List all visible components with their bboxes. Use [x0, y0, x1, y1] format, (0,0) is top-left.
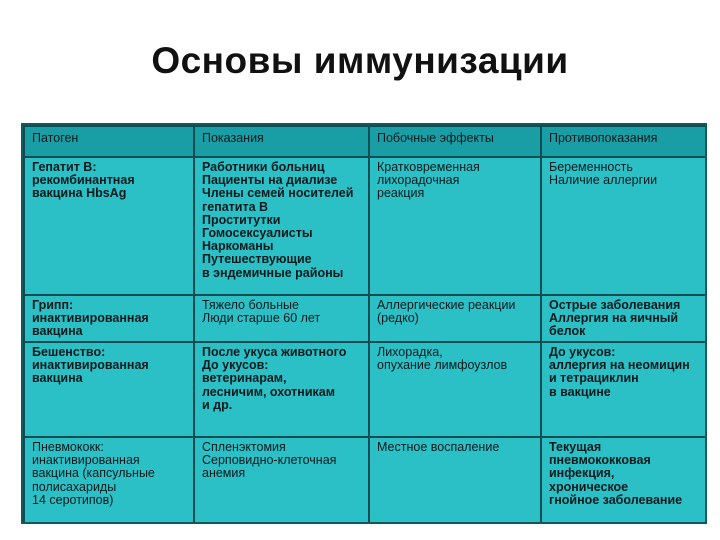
cell-line: Проститутки [202, 212, 281, 227]
cell-line: анемия [202, 466, 246, 481]
cell-contraindications [541, 295, 707, 342]
header-side-effects: Побочные эффекты [369, 126, 541, 157]
cell-line: Пациенты на диализе [202, 173, 338, 188]
cell-line: Грипп: [32, 298, 74, 312]
cell-contraindications [541, 157, 707, 295]
cell-line: Текущая [549, 440, 602, 454]
cell-line: рекомбинантная [32, 173, 135, 188]
cell-line: Местное воспаление [377, 440, 500, 454]
cell-line: Бешенство: [32, 345, 106, 359]
cell-line: Люди старше 60 лет [202, 311, 321, 326]
cell-line: Острые заболевания [549, 298, 681, 312]
cell-indications [194, 342, 369, 437]
cell-side-effects [369, 157, 541, 295]
cell-line: лихорадочная [377, 173, 460, 188]
cell-line: вакцина [32, 371, 83, 386]
cell-line: хроническое [549, 479, 629, 494]
table-header-row [24, 126, 707, 157]
cell-pathogen [24, 342, 194, 437]
cell-line: До укусов: [549, 345, 616, 359]
cell-line: в вакцине [549, 384, 611, 399]
cell-line: и тетрациклин [549, 371, 639, 386]
cell-contraindications [541, 342, 707, 437]
cell-line: пневмококковая [549, 453, 651, 468]
cell-line: Кратковременная [377, 160, 480, 174]
cell-line: Члены семей носителей [202, 186, 354, 201]
cell-contraindications [541, 437, 707, 524]
cell-pathogen [24, 157, 194, 295]
table-row [24, 157, 707, 295]
cell-line: Гомосексуалисты [202, 226, 313, 241]
cell-line: аллергия на неомицин [549, 358, 690, 373]
cell-side-effects [369, 437, 541, 524]
cell-line: вакцина [32, 324, 83, 339]
cell-indications [194, 437, 369, 524]
cell-line: Лихорадка, [377, 345, 443, 359]
cell-pathogen [24, 437, 194, 524]
cell-pathogen [24, 295, 194, 342]
page-title: Основы иммунизации [151, 40, 569, 81]
cell-line: гепатита В [202, 199, 269, 214]
cell-line: инактивированная [32, 358, 149, 373]
cell-line: Аллергические реакции [377, 298, 516, 312]
cell-line: Работники больниц [202, 160, 325, 174]
cell-side-effects [369, 295, 541, 342]
cell-line: опухание лимфоузлов [377, 358, 508, 373]
cell-line: в эндемичные районы [202, 265, 344, 280]
cell-line: лесничим, охотникам [202, 384, 335, 399]
cell-line: Наркоманы [202, 239, 274, 254]
header-indications: Показания [194, 126, 369, 157]
cell-line: Серповидно-клеточная [202, 453, 337, 468]
header-pathogen: Патоген [24, 126, 194, 157]
cell-line: ветеринарам, [202, 371, 287, 386]
cell-line: гнойное заболевание [549, 492, 683, 507]
cell-indications [194, 295, 369, 342]
cell-line: Наличие аллергии [549, 173, 658, 188]
cell-line: реакция [377, 186, 425, 201]
table-row [24, 437, 707, 524]
cell-line: Тяжело больные [202, 298, 299, 312]
cell-line: вакцина HbsAg [32, 186, 127, 201]
cell-line: До укусов: [202, 358, 269, 373]
cell-line: После укуса животного [202, 345, 347, 359]
vaccination-table [21, 123, 707, 524]
cell-line: инфекция, [549, 466, 615, 481]
cell-indications [194, 157, 369, 295]
cell-line: полисахариды [32, 479, 117, 494]
cell-side-effects [369, 342, 541, 437]
cell-line: и др. [202, 397, 233, 412]
cell-line: Путешествующие [202, 252, 312, 267]
cell-line: инактивированная [32, 311, 149, 326]
table-row [24, 342, 707, 437]
cell-line: 14 серотипов) [32, 492, 114, 507]
cell-line: Пневмококк: [32, 440, 104, 454]
vaccination-table-grid [23, 125, 707, 524]
cell-line: Беременность [549, 160, 633, 174]
cell-line: белок [549, 324, 586, 339]
table-row [24, 295, 707, 342]
cell-line: инактивированная [32, 453, 140, 468]
cell-line: (редко) [377, 311, 419, 326]
cell-line: Спленэктомия [202, 440, 286, 454]
cell-line: вакцина (капсульные [32, 466, 155, 481]
cell-line: Гепатит В: [32, 160, 97, 174]
cell-line: Аллергия на яичный [549, 311, 679, 326]
header-contraindications: Противопоказания [541, 126, 707, 157]
